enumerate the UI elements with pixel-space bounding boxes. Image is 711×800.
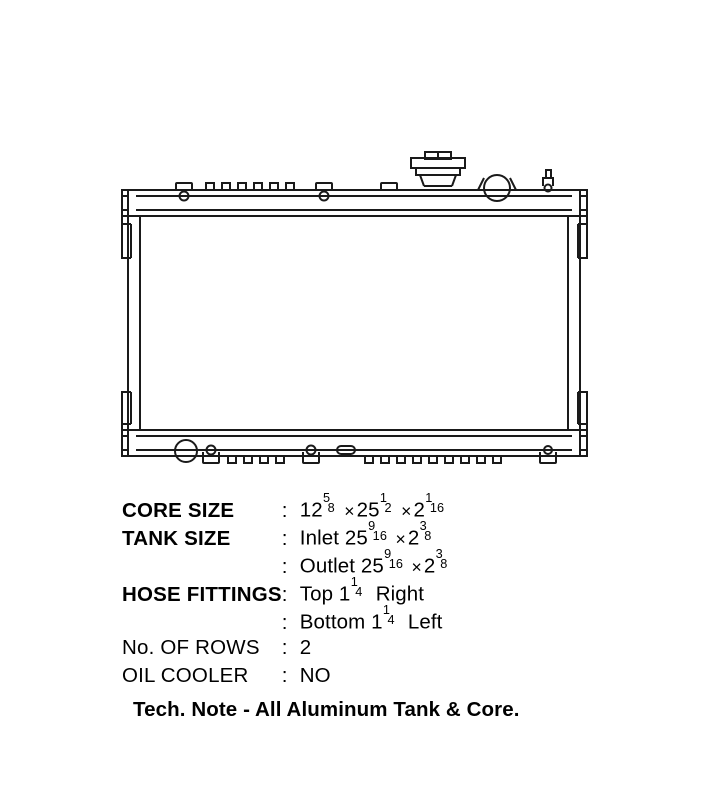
- spec-value: Bottom 1 1 4 Left: [299, 602, 443, 634]
- spec-colon: :: [281, 582, 288, 606]
- fraction: 1 4: [382, 602, 395, 627]
- spec-value: Top 1 1 4 Right: [299, 574, 425, 606]
- fraction: 3 8: [435, 546, 448, 571]
- bottom-tank: [122, 430, 587, 463]
- spec-row: [122, 664, 455, 692]
- spec-row: [122, 580, 455, 608]
- fraction: 3 8: [419, 518, 432, 543]
- multiplication-sign: ×: [401, 500, 412, 521]
- spec-colon: :: [281, 498, 288, 522]
- spec-row: [122, 524, 455, 552]
- fraction: 9 16: [368, 518, 387, 543]
- fraction: 5 8: [323, 490, 335, 515]
- spec-colon: :: [281, 610, 288, 634]
- spec-value: 12 5 8 ×25 1 2 ×2 1 16: [300, 496, 455, 524]
- radiator-core: [140, 216, 568, 430]
- tech-note: Tech. Note - All Aluminum Tank & Core.: [133, 698, 520, 721]
- spec-colon: :: [281, 664, 288, 687]
- fraction: 1 16: [425, 490, 445, 515]
- spec-colon: :: [281, 526, 288, 550]
- spec-row: [122, 496, 455, 524]
- spec-row: [122, 552, 455, 580]
- spec-table: [122, 490, 455, 692]
- spec-value: 2: [299, 636, 312, 659]
- top-tank: [122, 170, 587, 216]
- spec-value: NO: [299, 664, 331, 687]
- spec-colon: :: [281, 636, 288, 659]
- spec-label: TANK SIZE: [122, 526, 231, 550]
- fraction: 9 16: [384, 546, 404, 571]
- spec-label: [122, 552, 282, 580]
- multiplication-sign: ×: [395, 528, 406, 549]
- spec-row: [122, 636, 455, 664]
- spec-label: No. OF ROWS: [122, 636, 260, 659]
- specifications-block: [0, 490, 711, 722]
- right-side-channel: [568, 216, 587, 430]
- spec-label: HOSE FITTINGS: [122, 582, 282, 606]
- fraction: 1 4: [350, 574, 363, 599]
- spec-label: OIL COOLER: [122, 664, 249, 687]
- spec-colon: :: [281, 554, 288, 578]
- filler-neck-assembly: [411, 152, 465, 186]
- left-side-channel: [122, 216, 140, 430]
- spec-value: Outlet 25 9 16 ×2 3 8: [300, 552, 455, 580]
- spec-label: [122, 608, 282, 636]
- spec-row: [122, 608, 455, 636]
- spec-value: Inlet 25 9 16 ×2 3 8: [300, 524, 455, 552]
- multiplication-sign: ×: [411, 556, 422, 577]
- spec-label: CORE SIZE: [122, 498, 235, 522]
- multiplication-sign: ×: [344, 500, 355, 521]
- fraction: 1 2: [379, 490, 392, 515]
